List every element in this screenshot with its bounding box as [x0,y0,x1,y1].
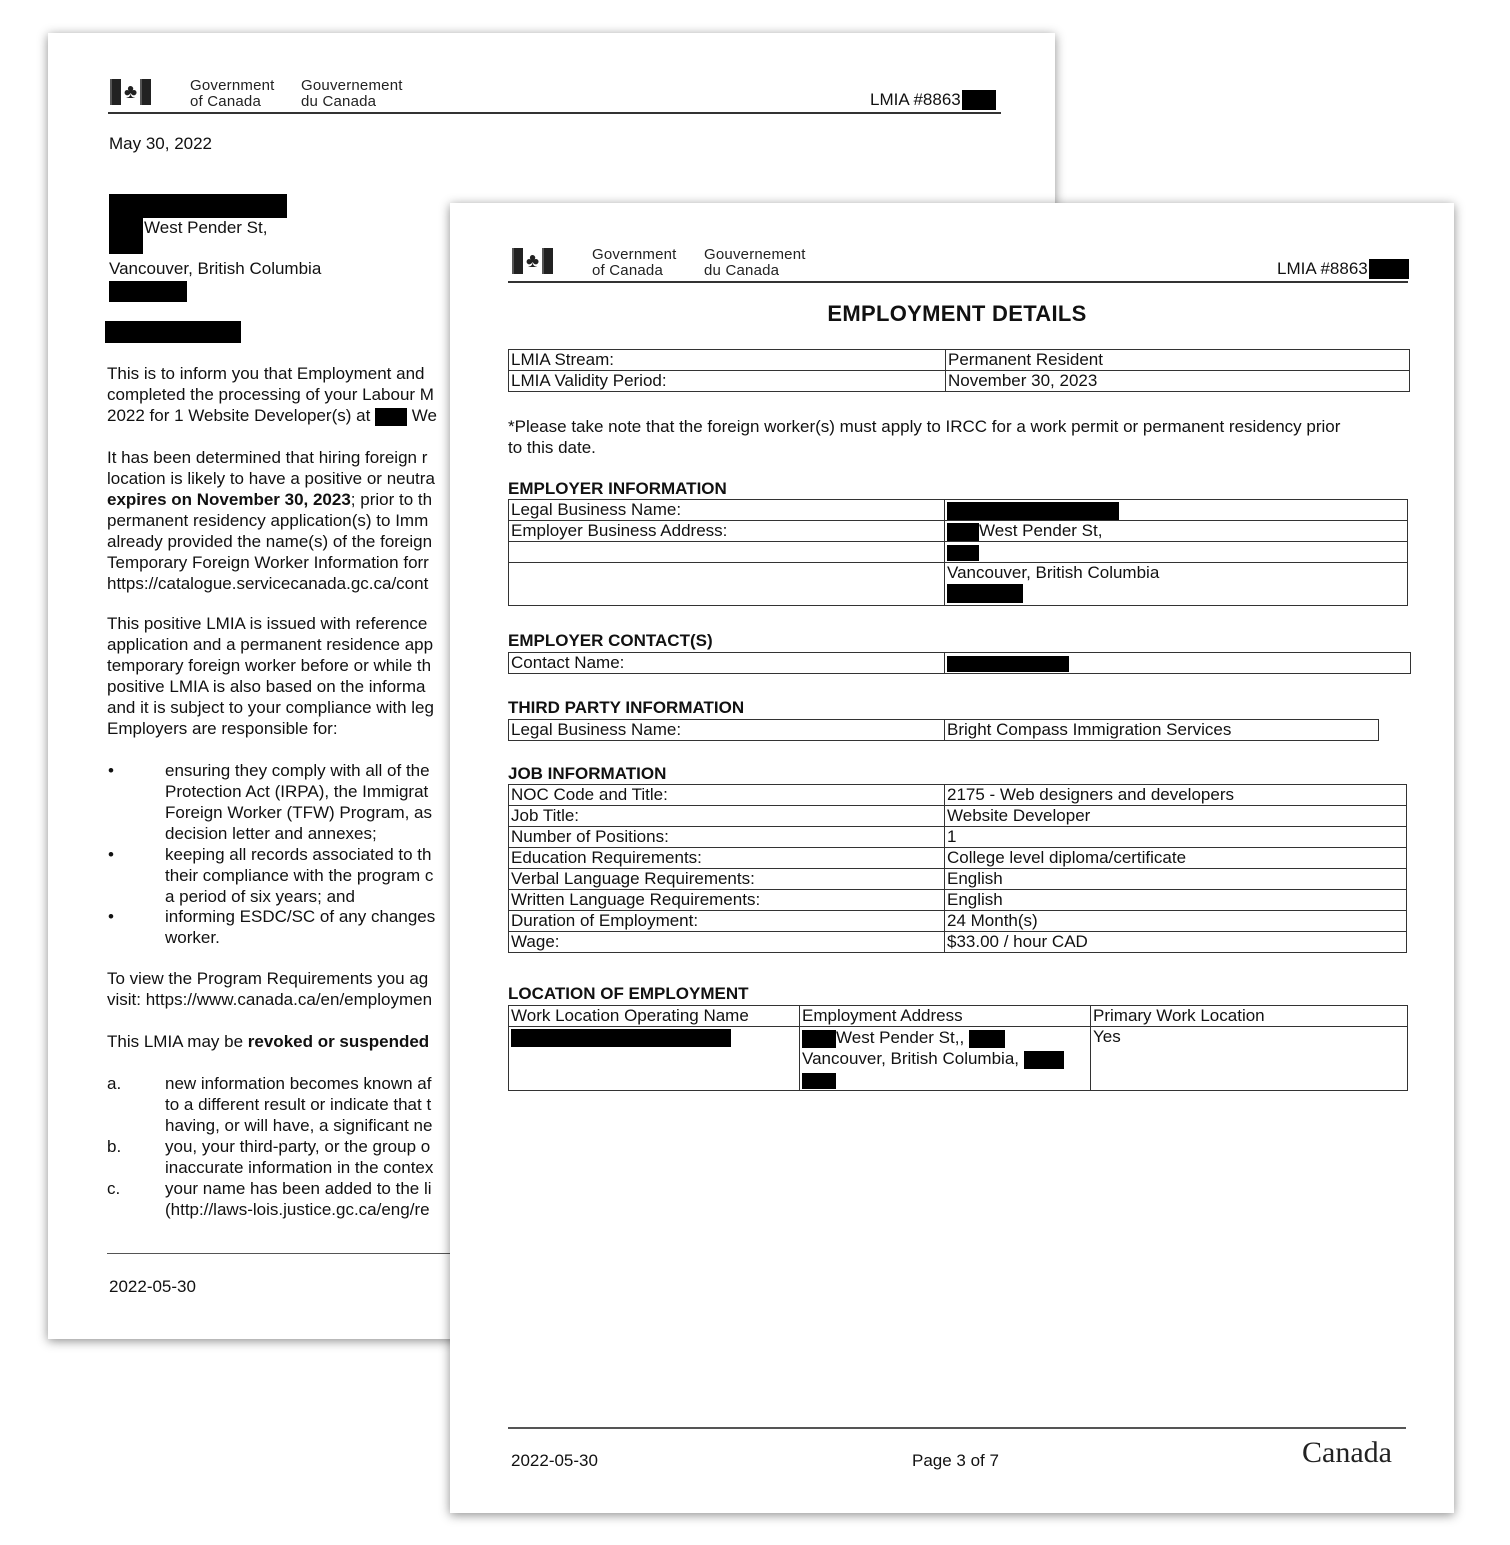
table-header-cell: Work Location Operating Name [509,1006,800,1027]
employer-heading: EMPLOYER INFORMATION [508,479,727,498]
employer-table [508,499,1408,606]
table-cell-label: Employer Business Address: [509,521,945,542]
footer-date: 2022-05-30 [511,1451,598,1470]
table-cell-value [945,542,1408,563]
redaction [109,281,187,302]
table-row [509,932,1407,953]
table-cell-label: Legal Business Name: [509,720,945,741]
table-cell-label [509,563,945,606]
bullet-marker: • [108,907,114,926]
table-row [509,911,1407,932]
table-cell-label: Job Title: [509,806,945,827]
table-cell-value: November 30, 2023 [946,371,1410,392]
table-cell-label: Written Language Requirements: [509,890,945,911]
paragraph-4: To view the Program Requirements you ag visit: https://www.canada.ca/en/employmen [107,969,433,1009]
third-party-heading: THIRD PARTY INFORMATION [508,698,745,717]
redaction [511,1029,731,1047]
lmia-number: LMIA #8863 [870,90,996,110]
table-row [509,563,1408,606]
table-cell-label [509,542,945,563]
paragraph-1: This is to inform you that Employment and completed the processing of your Labour M 2022 for 1 Website Developer(s) at We [107,364,437,425]
list-item-b: you, your third-party, or the group o inaccurate information in the contex [165,1137,434,1177]
bullet-marker: • [108,845,114,864]
table-cell-value [945,653,1411,674]
redaction [1369,259,1409,279]
table-cell-label: Wage: [509,932,945,953]
redaction [947,545,979,561]
table-cell-value: 24 Month(s) [945,911,1407,932]
table-row [509,869,1407,890]
table-row [509,500,1408,521]
table-cell-value: $33.00 / hour CAD [945,932,1407,953]
header-rule [108,112,1001,114]
table-cell-label: Number of Positions: [509,827,945,848]
paragraph-2: It has been determined that hiring foreign r location is likely to have a positive or neutra expires on November 30, 2023; prior to th permanent residency application(s) to Imm already provided the name(s) of the foreign Temporary Foreign Worker Information forr https://catalogue.servicecanada.gc.ca/cont [107,448,435,593]
table-row [509,848,1407,869]
redaction [947,656,1069,672]
table-cell-value: English [945,890,1407,911]
gov-name-fr: Gouvernement du Canada [301,77,403,110]
table-row [509,827,1407,848]
table-header-cell: Employment Address [800,1006,1091,1027]
contact-heading: EMPLOYER CONTACT(S) [508,631,713,650]
footer-rule [107,1253,507,1254]
redaction [375,408,407,426]
table-cell-label: LMIA Stream: [509,350,946,371]
redaction [969,1030,1005,1048]
list-item-a: new information becomes known af to a different result or indicate that t having, or will have, a significant ne [165,1074,433,1135]
table-row [509,653,1411,674]
table-row [509,1027,1408,1091]
redaction [802,1073,836,1089]
address-street: West Pender St, [144,218,268,237]
table-header-cell: Primary Work Location [1091,1006,1408,1027]
bullet-item-2: keeping all records associated to th their compliance with the program c a period of six years; and [165,845,434,906]
table-cell-label: Contact Name: [509,653,945,674]
table-cell-value: 1 [945,827,1407,848]
table-cell-value: West Pender St, [945,521,1408,542]
letter-date: May 30, 2022 [109,134,213,153]
table-row [509,350,1410,371]
table-row [509,890,1407,911]
table-row [509,806,1407,827]
table-cell-value: Permanent Resident [946,350,1410,371]
table-cell-value [945,500,1408,521]
redaction [947,584,1023,603]
table-cell-value: English [945,869,1407,890]
page-title: EMPLOYMENT DETAILS [827,301,1087,326]
paragraph-5: This LMIA may be revoked or suspended [107,1032,430,1051]
table-cell [509,1027,800,1091]
table-cell-value: Bright Compass Immigration Services [945,720,1379,741]
canada-wordmark: Canada [1302,1436,1392,1469]
gov-name-en: Government of Canada [592,246,677,279]
redaction [105,321,241,343]
table-cell-value: 2175 - Web designers and developers [945,785,1407,806]
table-cell-label: Duration of Employment: [509,911,945,932]
table-cell-label: LMIA Validity Period: [509,371,946,392]
redaction [109,218,143,254]
header-rule [508,281,1408,283]
bullet-marker: • [108,761,114,780]
bullet-item-1: ensuring they comply with all of the Protection Act (IRPA), the Immigrat Foreign Worker (TFW) Program, as decision letter and annexes; [165,761,433,843]
job-heading: JOB INFORMATION [508,764,667,783]
table-cell-label: Education Requirements: [509,848,945,869]
bullet-item-3: informing ESDC/SC of any changes worker. [165,907,436,947]
gov-name-fr: Gouvernement du Canada [704,246,806,279]
table-cell-value: College level diploma/certificate [945,848,1407,869]
location-heading: LOCATION OF EMPLOYMENT [508,984,749,1003]
table-row [509,521,1408,542]
table-cell-label: NOC Code and Title: [509,785,945,806]
lmia-table [508,349,1410,392]
location-table [508,1005,1408,1091]
table-row [509,720,1379,741]
canada-flag-icon: ♣ [110,79,151,105]
footer-date: 2022-05-30 [109,1277,196,1296]
table-cell-value: Vancouver, British Columbia [945,563,1408,606]
table-row [509,542,1408,563]
table-row [509,1006,1408,1027]
paragraph-3: This positive LMIA is issued with reference application and a permanent residence app temporary foreign worker before or while th positive LMIA is also based on the informa and it is subject to your compliance with leg Employers are responsible for: [107,614,434,738]
redaction [947,523,979,541]
list-marker-a: a. [107,1074,122,1093]
canada-flag-icon: ♣ [512,248,553,274]
footer-rule [508,1427,1406,1429]
redaction [109,194,287,218]
redaction [802,1030,836,1048]
lmia-number: LMIA #8863 [1277,259,1409,279]
table-cell-value: Website Developer [945,806,1407,827]
table-row [509,785,1407,806]
third-party-table [508,719,1379,741]
table-cell-label: Verbal Language Requirements: [509,869,945,890]
table-row [509,371,1410,392]
list-item-c: your name has been added to the li (http://laws-lois.justice.gc.ca/eng/re [165,1179,432,1219]
table-cell-label: Legal Business Name: [509,500,945,521]
job-table [508,784,1407,953]
table-cell: West Pender St,, Vancouver, British Columbia, [800,1027,1091,1091]
page-number: Page 3 of 7 [912,1451,999,1470]
redaction [947,502,1119,520]
redaction [962,90,996,110]
list-marker-b: b. [107,1137,122,1156]
gov-name-en: Government of Canada [190,77,275,110]
table-cell: Yes [1091,1027,1408,1091]
list-marker-c: c. [107,1179,121,1198]
note-text: *Please take note that the foreign worker(s) must apply to IRCC for a work permit or permanent residency prior to this date. [508,417,1341,457]
redaction [1024,1051,1064,1069]
address-city: Vancouver, British Columbia [109,259,322,278]
employment-details-page [450,203,1454,1513]
contact-table [508,652,1411,674]
